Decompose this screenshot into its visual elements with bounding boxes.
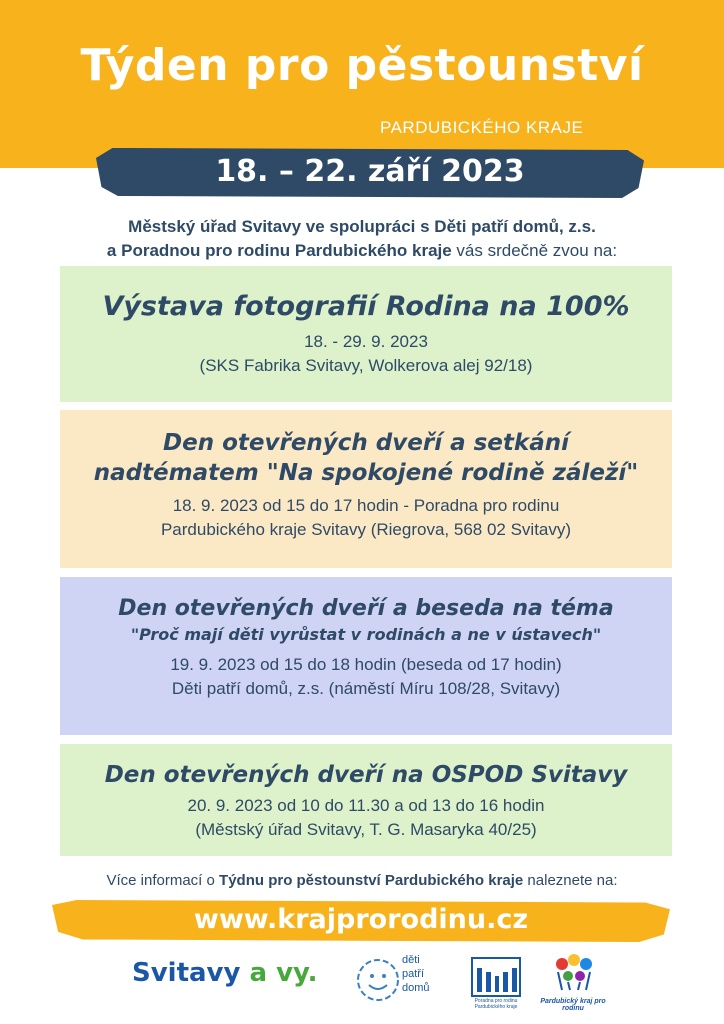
kraj-pro-rodinu-logo-text: Pardubický kraj pro rodinu xyxy=(540,998,606,1012)
more-info-text xyxy=(0,872,724,889)
website-link[interactable]: www.krajprorodinu.cz xyxy=(193,904,529,935)
intro-line-1: Městský úřad Svitavy ve spolupráci s Děti patří domů, z.s. xyxy=(128,217,596,236)
more-info-suffix: naleznete na: xyxy=(523,872,618,889)
event-title-line-2: nadtématem "Na spokojené rodině záleží" xyxy=(93,460,639,486)
intro-line-2-bold: a Poradnou pro rodinu Pardubického kraje xyxy=(106,241,452,260)
more-info-bold: Týdnu pro pěstounství Pardubického kraje xyxy=(219,872,524,889)
event-card-open-day-deti xyxy=(60,577,672,735)
event-title-line-2: "Proč mají děti vyrůstat v rodinách a ne v ústavech" xyxy=(130,625,602,644)
event-location: (SKS Fabrika Svitavy, Wolkerova alej 92/18) xyxy=(199,356,533,375)
event-date: 18. - 29. 9. 2023 xyxy=(304,332,428,351)
event-title-line-1: Den otevřených dveří a beseda na téma xyxy=(118,596,614,621)
event-title: Výstava fotografií Rodina na 100% xyxy=(102,291,630,322)
poradna-logo-icon xyxy=(466,954,526,1004)
intro-line-2-normal: vás srdečně zvou na: xyxy=(451,241,618,260)
event-card-exhibition xyxy=(60,266,672,402)
event-card-ospod xyxy=(60,744,672,856)
event-location: (Městský úřad Svitavy, T. G. Masaryka 40/25) xyxy=(195,820,537,839)
event-date: 20. 9. 2023 od 10 do 11.30 a od 13 do 16 hodin xyxy=(187,796,545,815)
svitavy-logo-main: Svitavy xyxy=(132,958,250,988)
deti-logo-line-3: domů xyxy=(402,982,430,994)
poster-title: Týden pro pěstounství xyxy=(80,40,644,91)
more-info-prefix: Více informací o xyxy=(106,872,220,889)
event-card-open-day-poradna xyxy=(60,410,672,568)
event-date: 19. 9. 2023 od 15 do 18 hodin (beseda od 17 hodin) xyxy=(170,655,562,674)
poradna-logo-line-2: Pardubického kraje xyxy=(474,1004,518,1010)
event-title: Den otevřených dveří na OSPOD Svitavy xyxy=(104,762,628,788)
poster-subtitle: PARDUBICKÉHO KRAJE xyxy=(380,118,584,137)
deti-logo-line-2: patří xyxy=(402,968,425,980)
event-location: Pardubického kraje Svitavy (Riegrova, 568 02 Svitavy) xyxy=(160,520,572,539)
event-title-line-1: Den otevřených dveří a setkání xyxy=(163,430,569,456)
deti-logo-line-1: děti xyxy=(402,954,420,966)
deti-logo-text xyxy=(402,953,430,995)
svitavy-logo-green: a vy. xyxy=(249,958,318,988)
event-dates: 18. – 22. září 2023 xyxy=(215,154,525,189)
event-location: Děti patří domů, z.s. (náměstí Míru 108/28, Svitavy) xyxy=(171,679,561,698)
intro-text xyxy=(0,215,724,263)
poradna-logo-text xyxy=(460,998,532,1010)
poradna-logo-line-1: Poradna pro rodinu xyxy=(474,998,518,1004)
svitavy-logo xyxy=(132,958,318,988)
event-date: 18. 9. 2023 od 15 do 17 hodin - Poradna pro rodinu xyxy=(172,496,560,515)
